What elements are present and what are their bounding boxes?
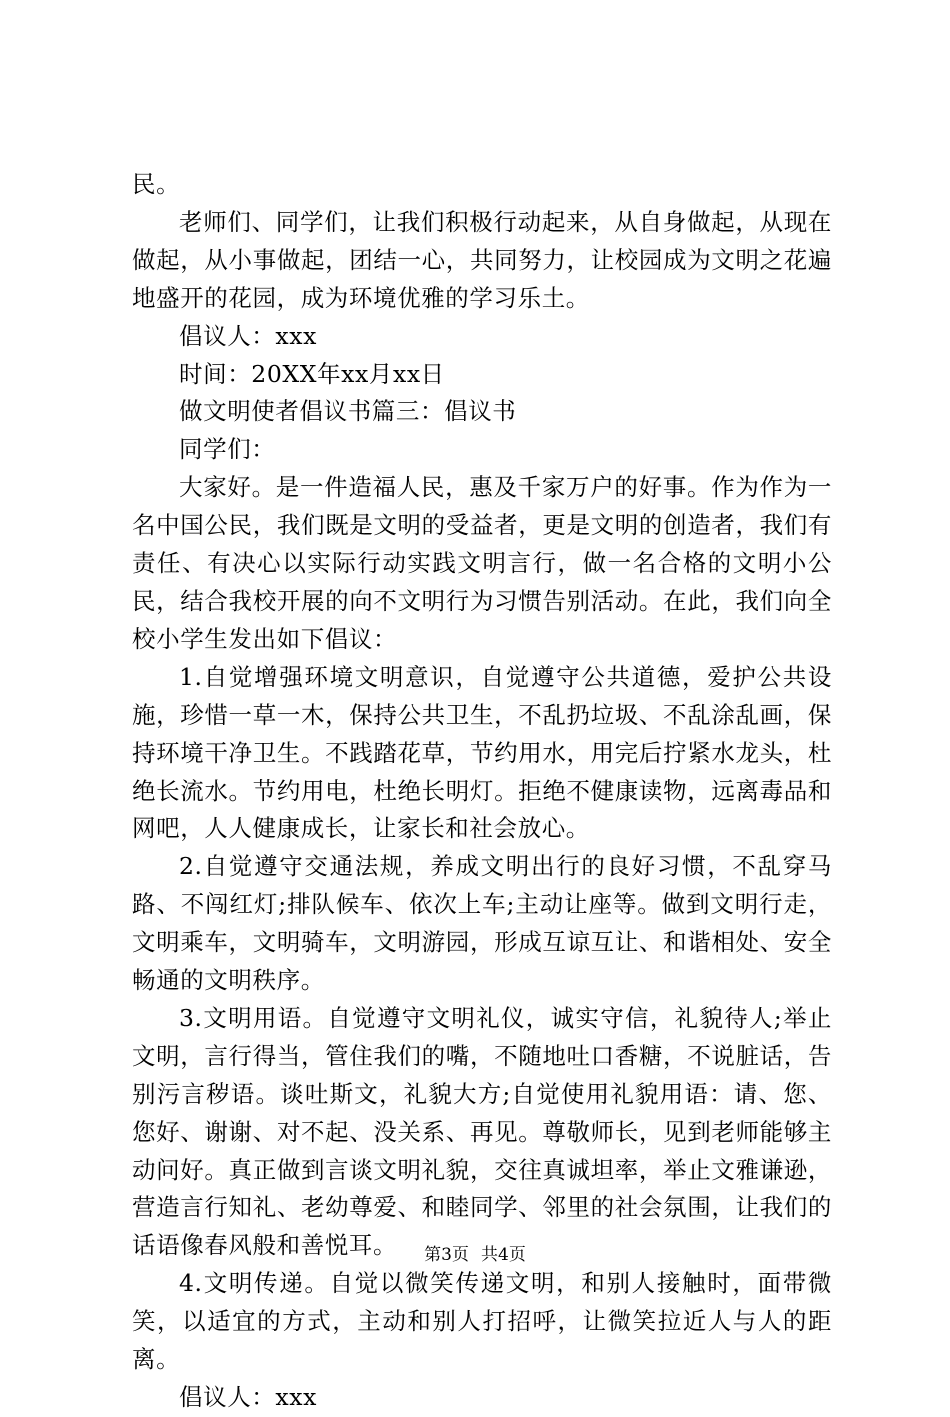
proposal-item-4: 4.文明传递。自觉以微笑传递文明，和别人接触时，面带微笑，以适宜的方式，主动和别人打招呼，让微笑拉近人与人的距离。 bbox=[132, 1269, 832, 1374]
date-line: 时间：20XX年xx月xx日 bbox=[179, 359, 445, 388]
section-title: 做文明使者倡议书篇三：倡议书 bbox=[179, 397, 517, 426]
page-total: 共4页 bbox=[481, 1245, 526, 1265]
document-body bbox=[132, 166, 832, 1417]
proposal-item-2: 2.自觉遵守交通法规，养成文明出行的良好习惯，不乱穿马路、不闯红灯;排队候车、依次上车;主动让座等。做到文明行走，文明乘车，文明骑车，文明游园，形成互谅互让、和谐相处、安全畅通的文明秩序。 bbox=[132, 852, 832, 995]
paragraph-intro: 大家好。是一件造福人民，惠及千家万户的好事。作为作为一名中国公民，我们既是文明的受益者，更是文明的创造者，我们有责任、有决心以实际行动实践文明言行，做一名合格的文明小公民，结合我校开展的向不文明行为习惯告别活动。在此，我们向全校小学生发出如下倡议： bbox=[132, 473, 832, 653]
initiator-line-2: 倡议人：xxx bbox=[179, 1383, 317, 1411]
paragraph-continuation: 民。 bbox=[132, 170, 181, 198]
initiator-line: 倡议人：xxx bbox=[179, 321, 317, 350]
page-footer bbox=[0, 1244, 950, 1266]
proposal-item-1: 1.自觉增强环境文明意识，自觉遵守公共道德，爱护公共设施，珍惜一草一木，保持公共卫生，不乱扔垃圾、不乱涂乱画，保持环境干净卫生。不践踏花草，节约用水，用完后拧紧水龙头，杜绝长流水。节约用电，杜绝长明灯。拒绝不健康读物，远离毒品和网吧，人人健康成长，让家长和社会放心。 bbox=[132, 662, 832, 843]
proposal-item-3: 3.文明用语。自觉遵守文明礼仪，诚实守信，礼貌待人;举止文明，言行得当，管住我们的嘴，不随地吐口香糖，不说脏话，告别污言秽语。谈吐斯文，礼貌大方;自觉使用礼貌用语：请、您、您好、谢谢、对不起、没关系、再见。尊敬师长，见到老师能够主动问好。真正做到言谈文明礼貌，交往真诚坦率，举止文雅谦逊，营造言行知礼、老幼尊爱、和睦同学、邻里的社会氛围，让我们的话语像春风般和善悦耳。 bbox=[132, 1003, 832, 1260]
paragraph-call-to-action: 老师们、同学们，让我们积极行动起来，从自身做起，从现在做起，从小事做起，团结一心，共同努力，让校园成为文明之花遍地盛开的花园，成为环境优雅的学习乐土。 bbox=[132, 207, 832, 312]
page-number: 第3页 bbox=[424, 1245, 469, 1265]
salutation: 同学们： bbox=[179, 435, 276, 464]
